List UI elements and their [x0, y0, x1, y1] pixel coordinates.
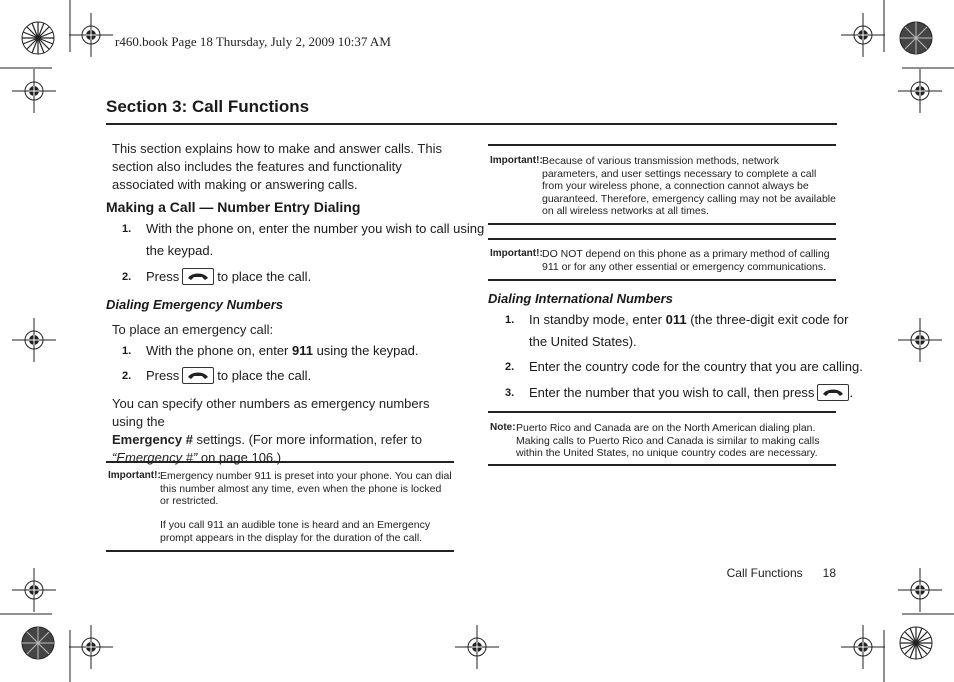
- emergency-number: 911: [291, 343, 313, 358]
- emergency-step-2: [122, 365, 462, 387]
- step-text: [146, 365, 311, 387]
- important-label: Important!:: [490, 248, 543, 259]
- step-text-post: .: [849, 385, 854, 400]
- international-step-2: [505, 356, 863, 378]
- step-number: 1.: [505, 314, 515, 326]
- emergency-para-line2: [112, 431, 462, 449]
- step-text-pre: Press: [146, 269, 180, 284]
- important-text-2: If you call 911 an audible tone is heard and an Emergency prompt appears in the display for the duration of the call.: [160, 519, 431, 544]
- step-text-line2: the United States).: [529, 334, 637, 349]
- important-box-left: [106, 461, 454, 552]
- intro-paragraph: This section explains how to make and answer calls. This section also includes the features and functionality associated with making or answering calls.: [112, 141, 442, 192]
- exit-code: 011: [665, 312, 687, 327]
- step-text-post: using the keypad.: [312, 343, 419, 358]
- footer-section: Call Functions: [726, 566, 803, 580]
- step-number: 2.: [122, 370, 132, 382]
- emergency-lead: To place an emergency call:: [112, 322, 274, 337]
- step-text: Enter the country code for the country that you are calling.: [529, 359, 863, 374]
- send-key-icon: [182, 367, 214, 384]
- step-text-line2: the keypad.: [146, 243, 214, 258]
- step-text-post: to place the call.: [217, 368, 312, 383]
- book-header-line: r460.book Page 18 Thursday, July 2, 2009 10:37 AM: [115, 34, 391, 49]
- step-text-post: to place the call.: [217, 269, 312, 284]
- making-call-step-2: [122, 266, 462, 288]
- page-number: 18: [822, 566, 836, 580]
- international-step-1: [505, 309, 849, 353]
- step-text-pre: Enter the number that you wish to call, then press: [529, 385, 815, 400]
- step-number: 3.: [505, 387, 515, 399]
- emergency-paragraph: [112, 395, 462, 467]
- step-number: 1.: [122, 345, 132, 357]
- step-text-post: (the three-digit exit code for: [686, 312, 849, 327]
- important-label: Important!:: [108, 470, 161, 481]
- important-box-right-2: [488, 238, 836, 281]
- send-key-icon: [182, 268, 214, 285]
- important-text: Because of various transmission methods, network parameters, and user settings necessary to complete a call from your wireless phone, a connection cannot always be guaranteed. Therefore, emergency calling may not be available on all wireless networks at all times.: [542, 155, 836, 218]
- important-text: DO NOT depend on this phone as a primary method of calling 911 or for any other essential or emergency communications.: [542, 248, 830, 273]
- step-text-pre: In standby mode, enter: [529, 312, 666, 327]
- emergency-para-line2-rest: settings. (For more information, refer to: [192, 432, 422, 447]
- step-text: [529, 382, 853, 404]
- send-key-icon: [817, 384, 849, 401]
- emergency-para-line3-rest: on page 106.): [197, 450, 282, 465]
- page-footer: [727, 566, 836, 580]
- making-call-heading: Making a Call — Number Entry Dialing: [106, 199, 361, 215]
- step-text: With the phone on, enter the number you wish to call using: [146, 221, 485, 236]
- step-number: 2.: [505, 361, 515, 373]
- important-box-right-1: [488, 144, 836, 225]
- step-text: [146, 340, 419, 362]
- title-rule: [106, 123, 837, 125]
- step-text-pre: With the phone on, enter: [146, 343, 292, 358]
- note-box-right: [488, 411, 836, 466]
- step-number: 2.: [122, 271, 132, 283]
- making-call-step-1: [122, 218, 485, 262]
- emergency-heading: Dialing Emergency Numbers: [106, 297, 283, 312]
- note-label: Note:: [490, 422, 516, 433]
- step-text: [529, 309, 848, 331]
- international-heading: Dialing International Numbers: [488, 291, 673, 306]
- important-label: Important!:: [490, 155, 543, 166]
- step-text: [146, 266, 311, 288]
- important-text-1: Emergency number 911 is preset into your phone. You can dial this number almost any time, even when the phone is locked or restricted.: [160, 470, 452, 508]
- emergency-para-line1: You can specify other numbers as emergency numbers using the: [112, 396, 430, 429]
- step-number: 1.: [122, 223, 132, 235]
- emergency-setting-name: Emergency #: [112, 432, 193, 447]
- emergency-step-1: [122, 340, 462, 362]
- international-step-3: [505, 382, 854, 404]
- step-text-pre: Press: [146, 368, 180, 383]
- emergency-reference[interactable]: “Emergency #”: [112, 450, 198, 465]
- section-title: Section 3: Call Functions: [106, 97, 310, 116]
- note-text: Puerto Rico and Canada are on the North American dialing plan. Making calls to Puerto Rico and Canada is similar to making calls within the United States, no unique country codes are necessary.: [516, 422, 820, 460]
